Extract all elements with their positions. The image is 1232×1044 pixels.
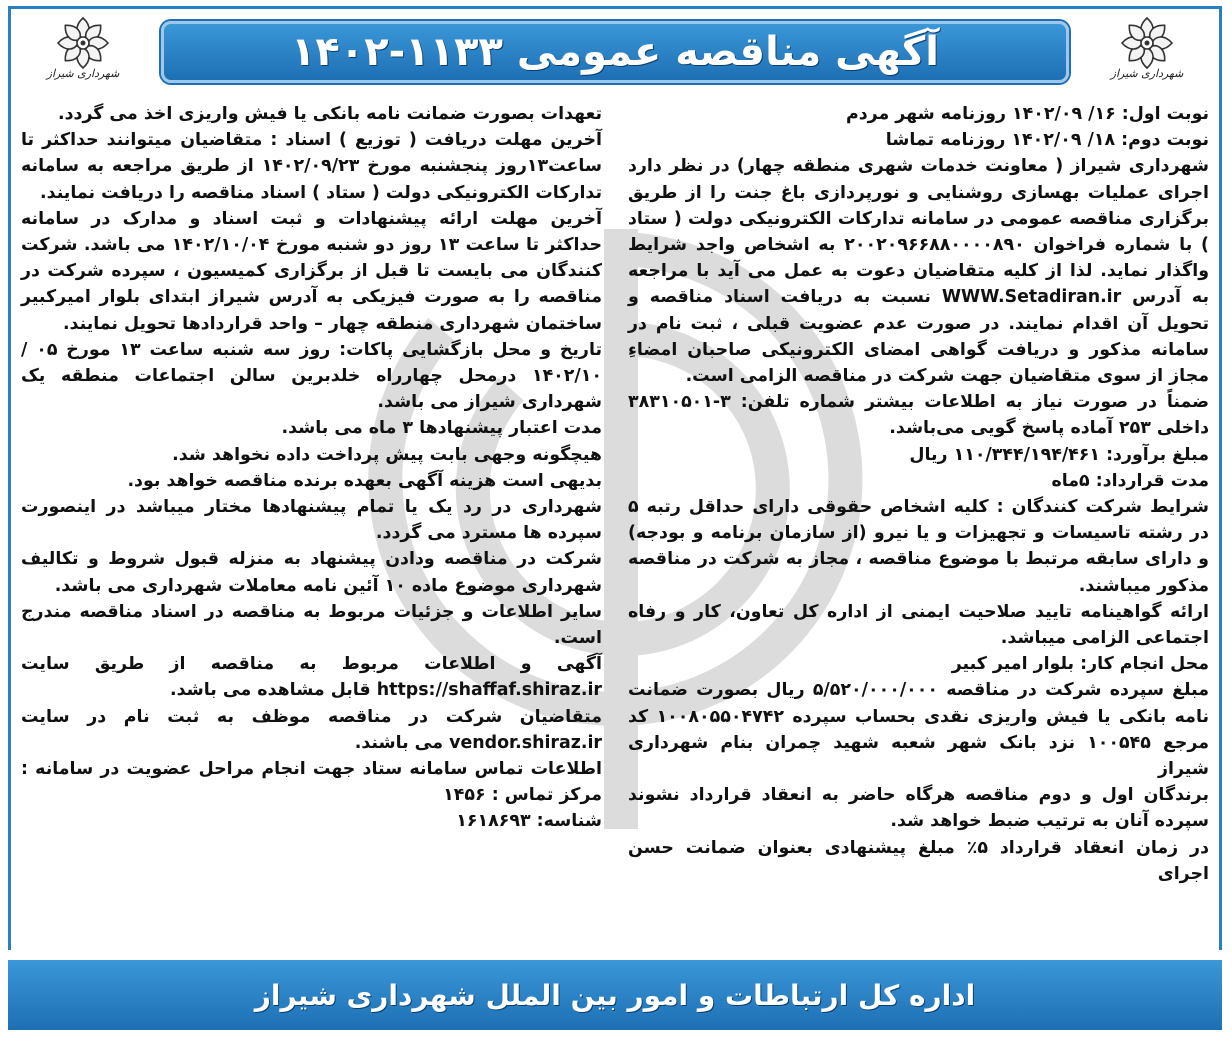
header: [11, 9, 1219, 97]
logo-caption: شهرداری شیراز: [1110, 67, 1184, 80]
paragraph: آخرین مهلت ارائه پیشنهادات و ثبت اسناد و مدارک در سامانه حداکثر تا ساعت ۱۳ روز دو شنبه مورخ ۱۴۰۲/۱۰/۰۴ می باشد. شرکت کنندگان می بایست تا قبل از برگزاری کمیسیون ، سپرده شرکت در مناقصه را به صورت فیزیکی به آدرس شیراز ابتدای بلوار امیرکبیر ساختمان شهرداری منطقه چهار – واحد قراردادها تحویل نمایند.: [21, 208, 602, 334]
paragraph: مبلغ سپرده شرکت در مناقصه ۵/۵۲۰/۰۰۰/۰۰۰ ریال بصورت ضمانت نامه بانکی یا فیش واریزی نقدی بحساب سپرده ۱۰۰۸۰۵۵۰۴۷۴۲ کد مرجع ۱۰۰۵۴۵ نزد بانک شهر شعبه شهید چمران بنام شهرداری شیراز: [628, 680, 1209, 780]
paragraph: مدت اعتبار پیشنهادها ۳ ماه می باشد.: [281, 418, 602, 439]
left-column: [21, 101, 602, 953]
title-banner: [161, 21, 1069, 83]
footer-text: اداره کل ارتباطات و امور بین الملل شهرداری شیراز: [254, 978, 976, 1012]
footer: [11, 961, 1219, 1027]
paragraph: مدت قرارداد: ۵ماه: [1051, 470, 1209, 491]
paragraph: ارائه گواهینامه تایید صلاحیت ایمنی از اداره کل تعاون، کار و رفاه اجتماعی الزامی میباشد.: [628, 601, 1209, 649]
paragraph: شهرداری در رد یک یا تمام پیشنهادها مختار میباشد در اینصورت سپرده ها مسترد می گردد.: [21, 497, 602, 544]
shiraz-municipality-logo-right: [1097, 15, 1197, 93]
footer-banner: [8, 960, 1222, 1030]
paragraph: شرکت در مناقصه ودادن پیشنهاد به منزله قبول شروط و تکالیف شهرداری موضوع ماده ۱۰ آئین نامه معاملات شهرداری می باشد.: [21, 549, 602, 596]
paragraph: برندگان اول و دوم مناقصه هرگاه حاضر به انعقاد قرارداد نشوند سپرده آنان به ترتیب ضبط خواهد شد.: [628, 785, 1209, 832]
logo-caption: شهرداری شیراز: [46, 67, 120, 80]
flower-logo-icon: [1115, 15, 1179, 71]
paragraph: نوبت اول: ۱۶/ ۱۴۰۲/۰۹ روزنامه شهر مردم: [845, 104, 1209, 124]
tender-notice: [8, 6, 1222, 1030]
paragraph: تاریخ و محل بازگشایی پاکات: روز سه شنبه ساعت ۱۳ مورخ ۰۵ /۱۴۰۲/۱۰ درمحل چهارراه خلدبرین سالن اجتماعات منطقه یک شهرداری شیراز می باشد.: [21, 339, 603, 413]
right-column: [628, 101, 1209, 953]
shiraz-municipality-logo-left: [33, 15, 133, 93]
page-title: آگهی مناقصه عمومی ۱۱۳۳-۱۴۰۲: [291, 29, 939, 75]
paragraph: آخرین مهلت دریافت ( توزیع ) اسناد : متقاضیان میتوانند حداکثر تا ساعت۱۳روز پنجشنبه مورخ ۱۴۰۲/۰۹/۲۳ از طریق مراجعه به سامانه تدارکات الکترونیکی دولت ( ستاد ) اسناد مناقصه را دریافت نمایند.: [21, 130, 602, 203]
paragraph: تعهدات بصورت ضمانت نامه بانکی یا فیش واریزی اخذ می گردد.: [57, 104, 602, 124]
flower-logo-icon: [51, 15, 115, 71]
paragraph: متقاضیان شرکت در مناقصه موظف به ثبت نام در سایت vendor.shiraz.ir می باشند.: [21, 706, 602, 753]
paragraph: بدیهی است هزینه آگهی بعهده برنده مناقصه خواهد بود.: [127, 470, 602, 491]
paragraph: شرایط شرکت کنندگان : کلیه اشخاص حقوقی دارای حداقل رتبه ۵ در رشته تاسیسات و تجهیزات و یا نیرو (از سازمان برنامه و بودجه) و دارای سابقه مرتبط با موضوع مناقصه ، مجاز به شرکت در مناقصه مذکور میباشند.: [628, 497, 1209, 596]
paragraph: اطلاعات تماس سامانه ستاد جهت انجام مراحل عضویت در سامانه : مرکز تماس : ۱۴۵۶: [21, 759, 602, 806]
paragraph: سایر اطلاعات و جزئیات مربوط به مناقصه در اسناد مناقصه مندرج است.: [21, 601, 602, 649]
paragraph: شناسه: ۱۶۱۸۶۹۳: [456, 811, 602, 832]
paragraph: نوبت دوم: ۱۸/ ۱۴۰۲/۰۹ روزنامه تماشا: [885, 130, 1209, 151]
paragraph: محل انجام کار: بلوار امیر کبیر: [951, 654, 1209, 675]
paragraph: در زمان انعقاد قرارداد ۵٪ مبلغ پیشنهادی بعنوان ضمانت حسن اجرای: [628, 837, 1209, 884]
paragraph: شهرداری شیراز ( معاونت خدمات شهری منطقه چهار) در نظر دارد اجرای عملیات بهسازی روشنایی و نورپردازی باغ جنت را از طریق برگزاری مناقصه عمومی در سامانه تدارکات الکترونیکی دولت ( ستاد ) با شماره فراخوان ۲۰۰۲۰۹۶۶۸۸۰۰۰۰۸۹۰ به اشخاص واجد شرایط واگذار نماید. لذا از کلیه متقاضیان دعوت به عمل می آید با مراجعه به آدرس WWW.Setadiran.ir نسبت به دریافت اسناد مناقصه و تحویل آن اقدام نمایند. در صورت عدم عضویت قبلی ، ثبت نام در سامانه مذکور و دریافت گواهی امضای الکترونیکی صاحبان امضاءِ مجاز از سوی متقاضیان جهت شرکت در مناقصه الزامی است.: [628, 156, 1210, 387]
paragraph: آگهی و اطلاعات مربوط به مناقصه از طریق سایت https://shaffaf.shiraz.ir قابل مشاهده می باشد.: [21, 654, 602, 701]
paragraph: ضمناً در صورت نیاز به اطلاعات بیشتر شماره تلفن: ۳-۳۸۳۱۰۵۰۱ داخلی ۲۵۳ آماده پاسخ گویی می‌باشد.: [628, 392, 1209, 439]
paragraph: مبلغ برآورد: ۱۱۰/۳۴۴/۱۹۴/۴۶۱ ریال: [909, 444, 1209, 465]
paragraph: هیچگونه وجهی بابت پیش پرداخت داده نخواهد شد.: [172, 444, 602, 465]
